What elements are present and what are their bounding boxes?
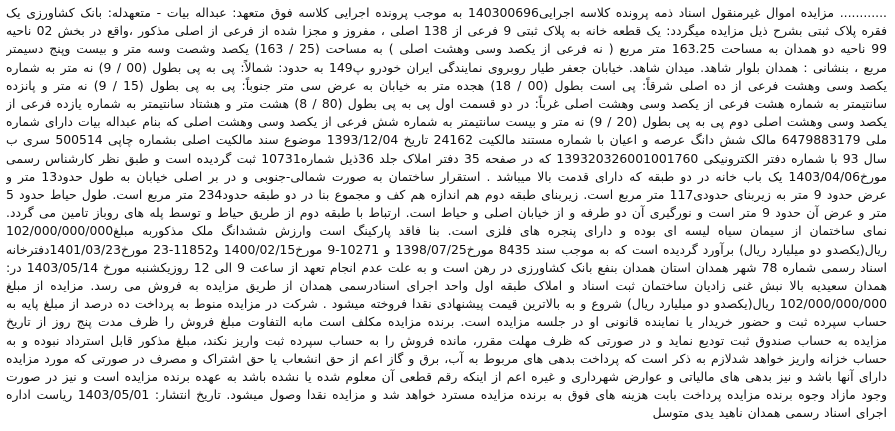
auction-notice-document	[6, 4, 887, 427]
auction-notice-text: ............ مزایده اموال غیرمنقول اسناد ذمه پرونده کلاسه اجرایی140300696 به موجب پرونده اجرایی کلاسه فوق متعهد: عبداله بیات - متعهدله: بانک کشاورزی یک فقره پلاک ثبتی بشرح ذیل مزایده میگردد: یک قطعه خانه به پلاک ثبتی 9 فرعی از 138 اصلی ، مفروز و مجزا شده از فرعی از اصلی مذکور ،واقع در بخش 02 ناحیه 99 ناحیه دو همدان به مساحت 163.25 متر مربع ( نه فرعی از یکصد وسی وهشت اصلی ) به مساحت (25 / 163) یکصد وشصت وسه متر و بیست وپنج دسیمتر مربع ، بنشانی : همدان بلوار شاهد. میدان شاهد. خیابان جعفر طیار روبروی نمایندگی ایران خودرو پ149 به حدود: شمالاً: پی به پی بطول (00 / 9) نه متر به شماره یکصد وسی وهشت فرعی از ده اصلی شرقاً: پی است بطول (00 / 18) هجده متر به خیابان به عرض سی متر جنوباً: پی به پی بطول (15 / 9) نه متر و پانزده سانتیمتر به شماره هشت فرعی از یکصد وسی وهشت اصلی غرباً: در دو قسمت اول پی به پی بطول (80 / 8) هشت متر و هشتاد سانتیمتر به شماره یازده فرعی از یکصد وسی وهشت اصلی دوم پی به پی بطول (20 / 9) نه متر و بیست سانتیمتر به شماره شش فرعی از یکصد وسی وهشت اصلی که بنام عبداله بیات دارای شماره ملی 6479883179 مالک شش دانگ عرصه و اعیان با شماره مستند مالکیت 24162 تاریخ 1393/12/04 موضوع سند مالکیت اصلی بشماره چاپی 500514 سری ب سال 93 با شماره دفتر الکترونیکی 139320326001001760 که در صفحه 35 دفتر املاک جلد 36ذیل شماره10731 ثبت گردیده است و طبق نظر کارشناس رسمی مورخ1403/04/06 یک باب خانه در دو طبقه که دارای قدمت بالا میباشد . استقرار ساختمان به صورت شمالی-جنوبی و در بر اصلی خیابان به طول حدود13 متر و عرض حدود 9 متر به زیربنای حدودی117 متر مربع است. زیربنای طبقه دوم هم اندازه هم کف و مجموع بنا در دو طبقه حدود234 متر مربع است. طول حیاط حدود 5 متر و عرض آن حدود 9 متر است و نورگیری آن دو طرفه و از خیابان اصلی و حیاط است. ارتباط با طبقه دوم از طریق حیاط و توسط پله های روباز تامین می گردد. نمای ساختمان از سیمان سیاه لیسه ای بوده و دارای پنجره های فلزی است. بنا فاقد پارکینگ است وارزش ششدانگ ملک مذکوربه مبلغ102/000/000/000 ریال(یکصدو دو میلیارد ریال) برآورد گردیده است که به موجب سند 8435 مورخ1398/07/25 و 10271-9 مورخ1400/02/15 و11852-23 مورخ1401/03/23دفترخانه اسناد رسمی شماره 78 شهر همدان استان همدان بنفع بانک کشاورزی در رهن است و به علت عدم انجام تعهد از ساعت 9 الی 12 روزیکشنبه مورخ 1403/05/14 در: همدان سعیدیه بالا نبش غنی زادیان ساختمان ثبت اسناد و املاک طبقه اول واحد اجرای اسنادرسمی همدان از طریق مزایده به فروش می رسد. مزایده از مبلغ 102/000/000/000 ریال(یکصدو دو میلیارد ریال) شروع و به بالاترین قیمت پیشنهادی نقدا فروخته میشود . شرکت در مزایده منوط به پرداخت ده درصد از مبلغ پایه به حساب سپرده ثبت و حضور خریدار یا نماینده قانونی او در جلسه مزایده است. برنده مزایده مکلف است مابه التفاوت مبلغ فروش را ظرف مدت پنج روز از تاریخ مزایده به حساب صندوق ثبت تودیع نماید و در صورتی که ظرف مهلت مقرر، مانده فروش را به حساب سپرده ثبت واریز نکند، مبلغ مذکور قابل استرداد نبوده و به حساب خزانه واریز خواهد شدلازم به ذکر است که پرداخت بدهی های مربوط به آب، برق و گاز اعم از حق انشعاب یا حق اشتراک و مصرف در صورتی که مورد مزایده دارای آنها باشد و نیز بدهی های مالیاتی و عوارض شهرداری و غیره اعم از اینکه رقم قطعی آن معلوم شده یا نشده باشد به عهده برنده مزایده است و نیز در صورت وجود مازاد وجوه برنده مزایده پرداخت بابت هزینه های فوق به برنده مزایده مسترد خواهد شد و مزایده نقدا وصول میشود. تاریخ انتشار: 1403/05/01 ریاست اداره اجرای اسناد رسمی همدان ناهید یدی متوسل	[6, 5, 887, 421]
